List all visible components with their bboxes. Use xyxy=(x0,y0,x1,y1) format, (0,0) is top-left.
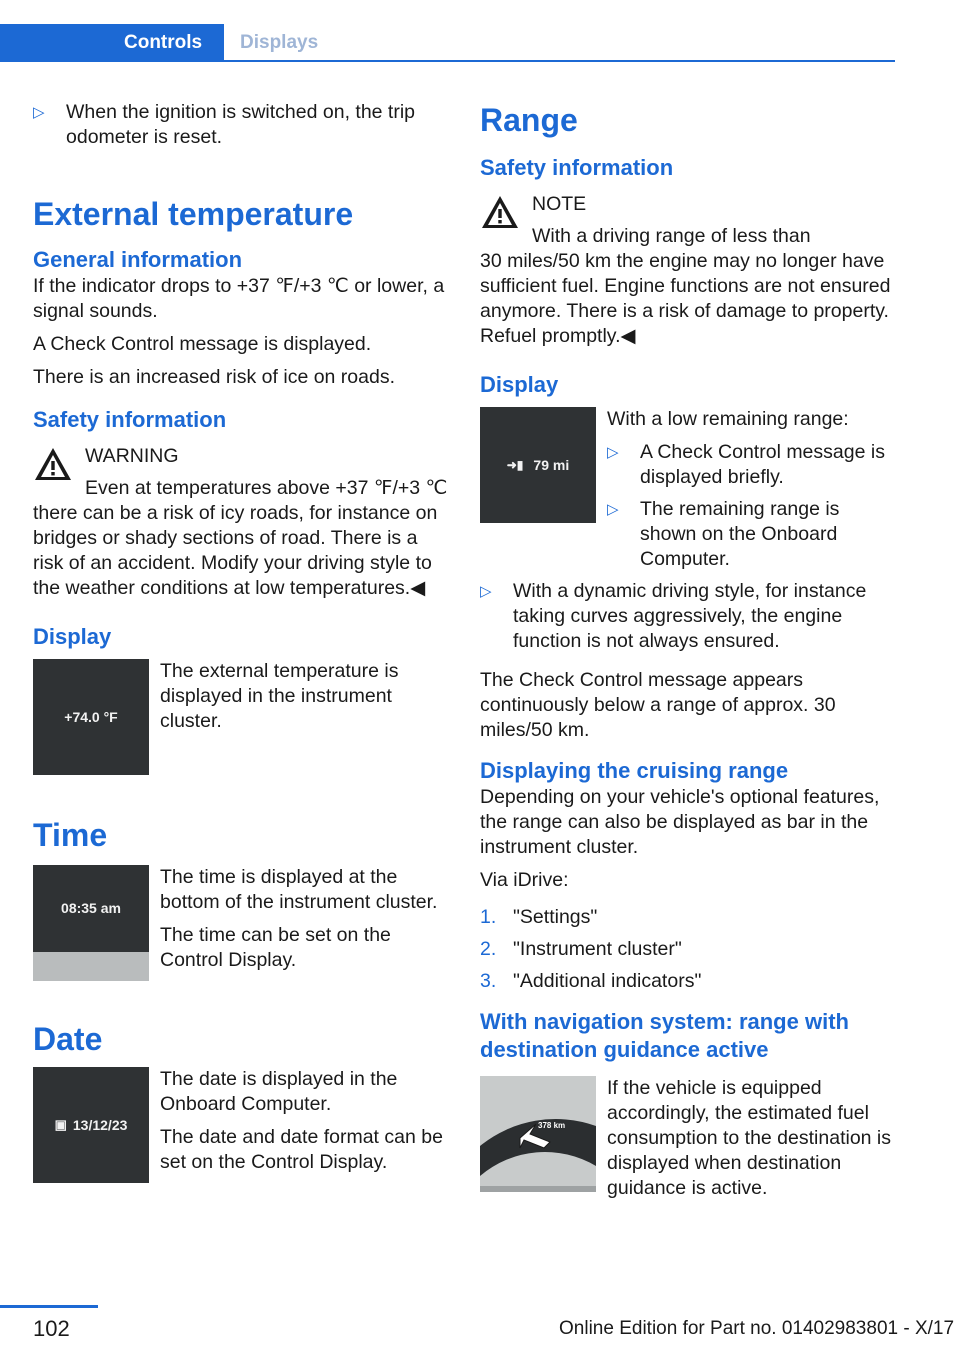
warning-text-continued: there can be a risk of icy roads, for instance on bridges or shady sections of road. There is a risk of an accident. Modify your driving style to the weather conditions at low temperatures.◀ xyxy=(33,502,438,599)
date-readout: 13/12/23 xyxy=(72,1117,128,1133)
left-column xyxy=(33,100,449,1183)
page-number: 102 xyxy=(33,1316,70,1341)
list-item: 1. "Settings" xyxy=(480,906,598,928)
list-item: ▷ When the ignition is switched on, the trip odometer is reset. xyxy=(33,101,416,148)
range-readout: 79 mi xyxy=(533,457,570,473)
paragraph: The time can be set on the Control Display. xyxy=(160,924,391,971)
time-readout: 08:35 am xyxy=(61,900,121,916)
date-figure xyxy=(33,1067,149,1183)
list-item: ▷ The remaining range is shown on the Onboard Computer. xyxy=(607,498,840,570)
figure-row xyxy=(33,659,449,775)
subsection-title-display: Display xyxy=(33,624,112,649)
time-section xyxy=(33,815,449,855)
note-box xyxy=(480,192,895,349)
paragraph: With a low remaining range: xyxy=(607,408,849,430)
paragraph: If the indicator drops to +37 ℉/+3 ℃ or lower, a signal sounds. xyxy=(33,275,445,322)
section-title-range: Range xyxy=(480,102,578,138)
figure-row xyxy=(33,865,449,981)
subsection-title-cruising-range: Displaying the cruising range xyxy=(480,758,789,783)
warning-heading: WARNING xyxy=(85,445,179,467)
subsection-title-safety-information: Safety information xyxy=(480,155,674,180)
fuel-pump-icon: ➜▮ xyxy=(506,458,524,472)
note-text-continued: 30 miles/50 km the engine may no longer have sufficient fuel. Engine functions are not ensured anymore. There is a risk of damage to property. Refuel promptly.◀ xyxy=(480,250,891,347)
figure-row xyxy=(33,1067,449,1183)
list-item: 3. "Additional indicators" xyxy=(480,970,702,992)
paragraph: If the vehicle is equipped accordingly, the estimated fuel consumption to the destination is displayed when destination guidance is active. xyxy=(607,1077,892,1199)
navigation-range-figure xyxy=(480,1076,596,1192)
paragraph: The date is displayed in the Onboard Computer. xyxy=(160,1068,398,1115)
section-title-time: Time xyxy=(33,817,108,853)
tab-displays[interactable]: Displays xyxy=(240,32,319,53)
subsection-title-safety-information: Safety information xyxy=(33,407,227,432)
footer-rule xyxy=(0,1305,98,1308)
nav-range-readout: 378 km xyxy=(538,1121,566,1130)
figure-row xyxy=(480,1076,895,1201)
paragraph: The time is displayed at the bottom of the instrument cluster. xyxy=(160,866,438,913)
right-column xyxy=(480,100,895,1209)
paragraph: Depending on your vehicle's optional features, the range can also be displayed as bar in the instrument cluster. xyxy=(480,786,880,858)
bullet-triangle-icon: ▷ xyxy=(480,583,492,600)
list-item: ▷ A Check Control message is displayed briefly. xyxy=(607,441,885,488)
note-heading: NOTE xyxy=(532,193,587,215)
bullet-triangle-icon: ▷ xyxy=(607,501,619,518)
temperature-readout: +74.0 °F xyxy=(64,709,118,725)
time-figure xyxy=(33,865,149,981)
paragraph: The date and date format can be set on the Control Display. xyxy=(160,1126,443,1173)
paragraph: There is an increased risk of ice on roads. xyxy=(33,366,396,388)
paragraph: The external temperature is displayed in the instrument cluster. xyxy=(160,660,399,732)
warning-text: Even at temperatures above +37 ℉/+3 ℃ xyxy=(85,477,448,499)
header-tabbar xyxy=(0,24,895,62)
bullet-triangle-icon: ▷ xyxy=(33,104,45,121)
paragraph: A Check Control message is displayed. xyxy=(33,333,372,355)
subsection-title-general-information: General information xyxy=(33,247,243,272)
list-item: ▷ With a dynamic driving style, for instance taking curves aggressively, the engine function is not always ensured. xyxy=(480,580,867,652)
subsection-title-navigation-range: With navigation system: range with destination guidance active xyxy=(480,1009,849,1062)
section-title-external-temperature: External temperature xyxy=(33,196,354,232)
edition-note: Online Edition for Part no. 01402983801 - X/17 xyxy=(559,1318,955,1339)
figure-row xyxy=(480,407,895,572)
bullet-triangle-icon: ▷ xyxy=(607,444,619,461)
subsection-title-display: Display xyxy=(480,372,559,397)
paragraph: Via iDrive: xyxy=(480,869,569,891)
warning-triangle-icon xyxy=(33,446,73,482)
tab-controls[interactable]: Controls xyxy=(0,24,224,62)
warning-box xyxy=(33,444,449,601)
range-figure xyxy=(480,407,596,523)
calendar-icon: ▣ xyxy=(54,1117,67,1132)
external-temperature-figure xyxy=(33,659,149,775)
section-title-date: Date xyxy=(33,1021,103,1057)
note-text: With a driving range of less than xyxy=(532,225,811,247)
list-item: 2. "Instrument cluster" xyxy=(480,938,682,960)
paragraph: The Check Control message appears continuously below a range of approx. 30 miles/50 km. xyxy=(480,669,836,741)
warning-triangle-icon xyxy=(480,194,520,230)
